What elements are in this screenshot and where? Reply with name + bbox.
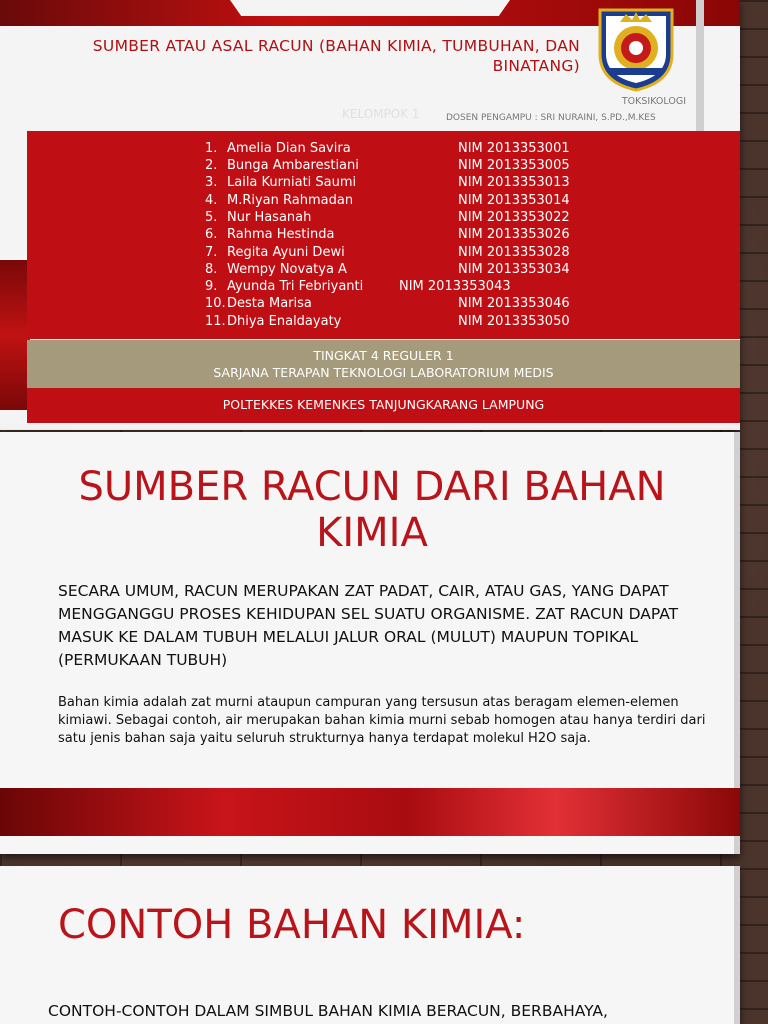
slide-chemical-examples: [0, 866, 740, 1024]
member-item: 4. M.Riyan Rahmadan NIM 2013353014: [205, 193, 570, 208]
presentation-title: [40, 36, 580, 76]
paragraph-chemical: Bahan kimia adalah zat murni ataupun campuran yang tersusun atas beragam elemen-elemen kimiawi. Sebagai contoh, air merupakan bahan kimia murni sebab homogen atau hanya terdiri dari satu jenis bahan saja yaitu seluruh strukturnya hanya terdapat molekul H2O saja.: [58, 695, 706, 746]
member-item: 10.Desta Marisa NIM 2013353046: [205, 296, 570, 311]
level-label: TINGKAT 4 REGULER 1: [313, 348, 454, 363]
slide-chemical-sources: [0, 432, 740, 854]
member-item: 6. Rahma Hestinda NIM 2013353026: [205, 227, 570, 242]
slide-heading: SUMBER RACUN DARI BAHAN KIMIA: [78, 464, 666, 556]
institution-emblem-icon: [596, 4, 676, 92]
bottom-red-band: [0, 788, 740, 836]
slide-heading: CONTOH BAHAN KIMIA:: [58, 902, 526, 948]
member-item: 5. Nur Hasanah NIM 2013353022: [205, 210, 570, 225]
top-band-notch: [230, 0, 510, 16]
subject-label: TOKSIKOLOGI: [621, 96, 686, 107]
group-label: KELOMPOK 1: [342, 107, 420, 121]
slide-text: CONTOH-CONTOH DALAM SIMBUL BAHAN KIMIA BERACUN, BERBAHAYA,: [48, 1002, 608, 1020]
member-item: 1. Amelia Dian Savira NIM 2013353001: [205, 141, 570, 156]
title-line-1: SUMBER ATAU ASAL RACUN (BAHAN KIMIA, TUMBUHAN, DAN: [92, 37, 580, 55]
member-item: 3. Laila Kurniati Saumi NIM 2013353013: [205, 175, 570, 190]
lecturer-label: DOSEN PENGAMPU : SRI NURAINI, S.PD.,M.KES: [446, 113, 656, 123]
right-grey-bar: [734, 866, 740, 1024]
program-label: SARJANA TERAPAN TEKNOLOGI LABORATORIUM MEDIS: [213, 365, 554, 380]
paragraph-definition: SECARA UMUM, RACUN MERUPAKAN ZAT PADAT, CAIR, ATAU GAS, YANG DAPAT MENGGANGGU PROSES KEHIDUPAN SEL SUATU ORGANISME. ZAT RACUN DAPAT MASUK KE DALAM TUBUH MELALUI JALUR ORAL (MULUT) MAUPUN TOPIKAL (PERMUKAAN TUBUH): [58, 582, 679, 669]
left-red-band: [0, 260, 30, 410]
member-item: 9. Ayunda Tri Febriyanti NIM 2013353043: [205, 279, 511, 294]
right-grey-bar: [696, 0, 704, 132]
title-line-2: BINATANG): [492, 57, 580, 75]
institution-label: POLTEKKES KEMENKES TANJUNGKARANG LAMPUNG: [27, 388, 740, 423]
member-list-panel: [27, 131, 740, 339]
member-item: 2. Bunga Ambarestiani NIM 2013353005: [205, 158, 570, 173]
member-item: 11.Dhiya Enaldayaty NIM 2013353050: [205, 314, 570, 329]
program-band: [27, 340, 740, 388]
member-item: 7. Regita Ayuni Dewi NIM 2013353028: [205, 245, 570, 260]
slide-title: [0, 0, 740, 430]
member-item: 8. Wempy Novatya A NIM 2013353034: [205, 262, 570, 277]
